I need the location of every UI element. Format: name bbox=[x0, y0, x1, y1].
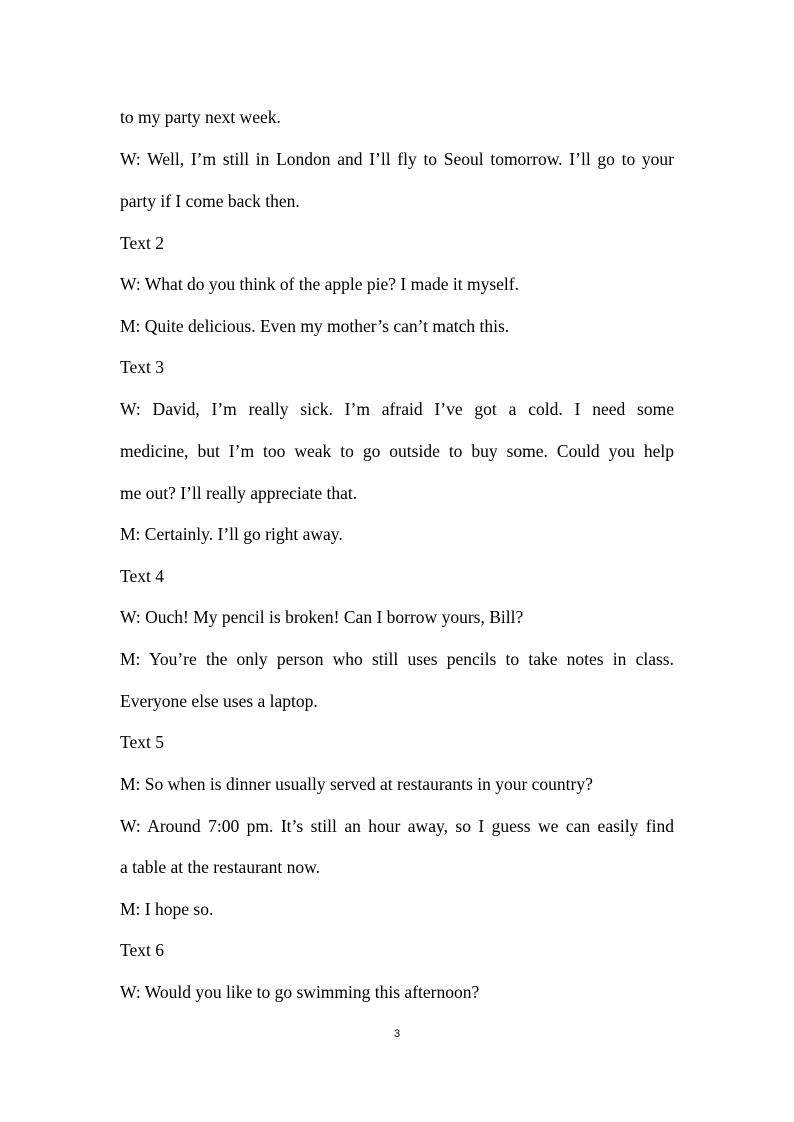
dialogue-line: to my party next week. bbox=[120, 107, 281, 127]
dialogue-line: M: You’re the only person who still uses pencils to take notes in class. bbox=[120, 649, 674, 669]
dialogue-line: W: Would you like to go swimming this afternoon? bbox=[120, 982, 480, 1002]
dialogue-line: M: So when is dinner usually served at restaurants in your country? bbox=[120, 774, 593, 794]
dialogue-line: M: Quite delicious. Even my mother’s can’t match this. bbox=[120, 316, 510, 336]
dialogue-line: W: David, I’m really sick. I’m afraid I’ve got a cold. I need some bbox=[120, 399, 674, 419]
page-number: 3 bbox=[393, 1028, 401, 1040]
dialogue-line: W: Around 7:00 pm. It’s still an hour away, so I guess we can easily find bbox=[120, 816, 674, 836]
text-heading: Text 3 bbox=[120, 357, 164, 377]
text-heading: Text 5 bbox=[120, 732, 164, 752]
dialogue-line: a table at the restaurant now. bbox=[120, 857, 321, 877]
dialogue-line: W: Ouch! My pencil is broken! Can I borrow yours, Bill? bbox=[120, 607, 524, 627]
text-heading: Text 6 bbox=[120, 940, 164, 960]
text-heading: Text 2 bbox=[120, 233, 164, 253]
dialogue-line: me out? I’ll really appreciate that. bbox=[120, 483, 358, 503]
dialogue-line: W: What do you think of the apple pie? I made it myself. bbox=[120, 274, 519, 294]
dialogue-line: party if I come back then. bbox=[120, 191, 300, 211]
dialogue-line: W: Well, I’m still in London and I’ll fly to Seoul tomorrow. I’ll go to your bbox=[120, 149, 674, 169]
dialogue-line: medicine, but I’m too weak to go outside to buy some. Could you help bbox=[120, 441, 674, 461]
dialogue-line: M: I hope so. bbox=[120, 899, 214, 919]
text-heading: Text 4 bbox=[120, 566, 164, 586]
dialogue-line: M: Certainly. I’ll go right away. bbox=[120, 524, 343, 544]
dialogue-line: Everyone else uses a laptop. bbox=[120, 691, 318, 711]
